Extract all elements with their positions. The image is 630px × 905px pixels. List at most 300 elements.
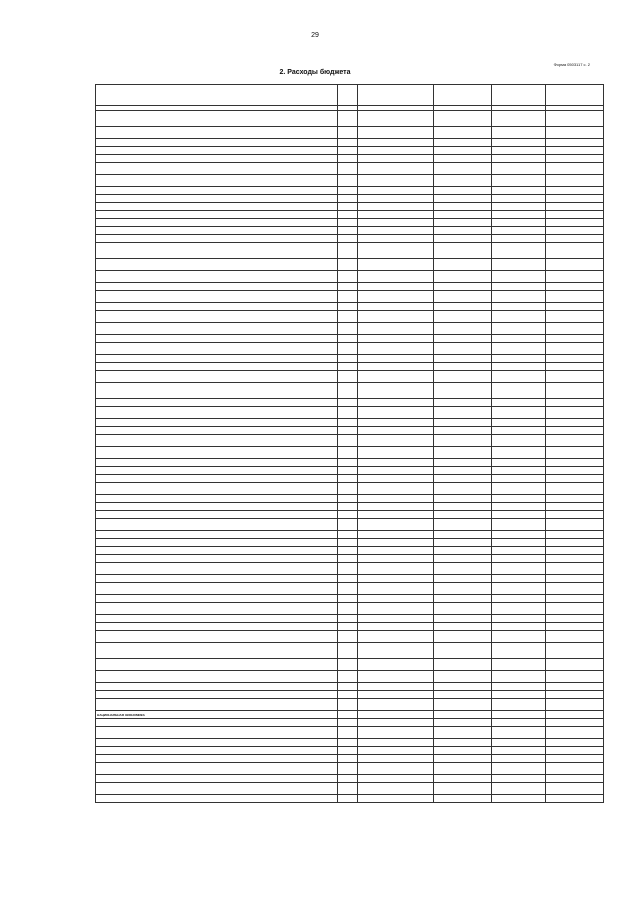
cell-line-code <box>338 235 358 243</box>
cell-line-code <box>338 355 358 363</box>
cell-unexecuted <box>546 643 604 659</box>
cell-classification-code <box>358 631 434 643</box>
cell-indicator-name <box>96 127 338 139</box>
cell-executed <box>492 595 546 603</box>
cell-executed <box>492 727 546 739</box>
cell-approved <box>434 243 492 259</box>
cell-executed <box>492 243 546 259</box>
cell-classification-code <box>358 371 434 383</box>
cell-classification-code <box>358 211 434 219</box>
table-row <box>96 187 604 195</box>
table-row <box>96 739 604 747</box>
cell-executed <box>492 259 546 271</box>
cell-classification-code <box>358 219 434 227</box>
cell-indicator-name <box>96 495 338 503</box>
cell-line-code <box>338 495 358 503</box>
cell-executed <box>492 739 546 747</box>
cell-indicator-name <box>96 435 338 447</box>
cell-indicator-name <box>96 311 338 323</box>
cell-line-code <box>338 503 358 511</box>
cell-executed <box>492 575 546 583</box>
table-row <box>96 483 604 495</box>
cell-executed <box>492 467 546 475</box>
cell-unexecuted <box>546 755 604 763</box>
cell-indicator-name <box>96 219 338 227</box>
table-row <box>96 467 604 475</box>
table-row <box>96 419 604 427</box>
cell-approved <box>434 775 492 783</box>
table-row <box>96 147 604 155</box>
cell-classification-code <box>358 775 434 783</box>
cell-approved <box>434 795 492 803</box>
cell-executed <box>492 343 546 355</box>
cell-indicator-name <box>96 291 338 303</box>
table-row <box>96 355 604 363</box>
cell-executed <box>492 563 546 575</box>
cell-line-code <box>338 747 358 755</box>
cell-unexecuted <box>546 111 604 127</box>
table-row <box>96 763 604 775</box>
cell-line-code <box>338 407 358 419</box>
cell-indicator-name <box>96 595 338 603</box>
cell-line-code <box>338 755 358 763</box>
cell-indicator-name <box>96 235 338 243</box>
cell-unexecuted <box>546 483 604 495</box>
cell-classification-code <box>358 643 434 659</box>
cell-line-code <box>338 659 358 671</box>
budget-expenditure-table <box>95 84 604 803</box>
cell-unexecuted <box>546 175 604 187</box>
cell-unexecuted <box>546 371 604 383</box>
table-row <box>96 155 604 163</box>
cell-executed <box>492 435 546 447</box>
cell-classification-code <box>358 419 434 427</box>
cell-classification-code <box>358 147 434 155</box>
table-row <box>96 539 604 547</box>
cell-approved <box>434 399 492 407</box>
cell-approved <box>434 323 492 335</box>
cell-unexecuted <box>546 407 604 419</box>
cell-classification-code <box>358 539 434 547</box>
cell-approved <box>434 583 492 595</box>
table-row <box>96 459 604 467</box>
cell-executed <box>492 539 546 547</box>
cell-indicator-name <box>96 519 338 531</box>
table-row <box>96 271 604 283</box>
cell-classification-code <box>358 259 434 271</box>
table-row <box>96 623 604 631</box>
cell-line-code <box>338 139 358 147</box>
cell-executed <box>492 195 546 203</box>
cell-line-code <box>338 291 358 303</box>
cell-line-code <box>338 595 358 603</box>
cell-approved <box>434 203 492 211</box>
cell-approved <box>434 531 492 539</box>
cell-unexecuted <box>546 235 604 243</box>
table-row <box>96 323 604 335</box>
cell-unexecuted <box>546 211 604 219</box>
cell-approved <box>434 139 492 147</box>
cell-line-code <box>338 691 358 699</box>
cell-approved <box>434 563 492 575</box>
cell-indicator-name <box>96 719 338 727</box>
cell-indicator-name <box>96 111 338 127</box>
cell-executed <box>492 187 546 195</box>
cell-line-code <box>338 475 358 483</box>
cell-unexecuted <box>546 747 604 755</box>
cell-executed <box>492 271 546 283</box>
cell-line-code <box>338 739 358 747</box>
cell-indicator-name <box>96 419 338 427</box>
cell-executed <box>492 355 546 363</box>
table-row <box>96 631 604 643</box>
cell-line-code <box>338 727 358 739</box>
cell-classification-code <box>358 495 434 503</box>
cell-executed <box>492 643 546 659</box>
table-row <box>96 127 604 139</box>
table-row <box>96 775 604 783</box>
table-row <box>96 219 604 227</box>
cell-indicator-name <box>96 335 338 343</box>
table-row <box>96 671 604 683</box>
cell-approved <box>434 519 492 531</box>
table-row <box>96 335 604 343</box>
cell-line-code <box>338 711 358 719</box>
page-number: 29 <box>311 32 319 39</box>
cell-approved <box>434 447 492 459</box>
cell-indicator-name <box>96 323 338 335</box>
cell-indicator-name <box>96 631 338 643</box>
cell-classification-code <box>358 595 434 603</box>
cell-indicator-name <box>96 539 338 547</box>
table-row <box>96 175 604 187</box>
cell-approved <box>434 371 492 383</box>
cell-approved <box>434 595 492 603</box>
table-row <box>96 719 604 727</box>
cell-approved <box>434 419 492 427</box>
cell-executed <box>492 503 546 511</box>
table-row <box>96 583 604 595</box>
cell-approved <box>434 475 492 483</box>
cell-line-code <box>338 631 358 643</box>
cell-classification-code <box>358 399 434 407</box>
cell-executed <box>492 671 546 683</box>
cell-line-code <box>338 763 358 775</box>
cell-unexecuted <box>546 243 604 259</box>
cell-classification-code <box>358 755 434 763</box>
cell-classification-code <box>358 383 434 399</box>
cell-classification-code <box>358 459 434 467</box>
table-row <box>96 311 604 323</box>
cell-unexecuted <box>546 399 604 407</box>
cell-approved <box>434 511 492 519</box>
cell-unexecuted <box>546 459 604 467</box>
cell-classification-code <box>358 699 434 711</box>
cell-executed <box>492 711 546 719</box>
cell-unexecuted <box>546 343 604 355</box>
cell-line-code <box>338 519 358 531</box>
cell-classification-code <box>358 187 434 195</box>
cell-executed <box>492 447 546 459</box>
cell-indicator-name <box>96 187 338 195</box>
cell-indicator-name <box>96 271 338 283</box>
table-row <box>96 795 604 803</box>
cell-executed <box>492 747 546 755</box>
cell-indicator-name <box>96 603 338 615</box>
cell-executed <box>492 795 546 803</box>
cell-line-code <box>338 555 358 563</box>
cell-approved <box>434 495 492 503</box>
table-row <box>96 435 604 447</box>
header-approved-assignments <box>434 85 492 106</box>
cell-line-code <box>338 671 358 683</box>
cell-classification-code <box>358 763 434 775</box>
cell-executed <box>492 783 546 795</box>
cell-executed <box>492 483 546 495</box>
cell-executed <box>492 495 546 503</box>
cell-line-code <box>338 195 358 203</box>
cell-executed <box>492 603 546 615</box>
table-row <box>96 371 604 383</box>
cell-unexecuted <box>546 555 604 563</box>
cell-executed <box>492 283 546 291</box>
cell-unexecuted <box>546 763 604 775</box>
cell-line-code <box>338 283 358 291</box>
cell-approved <box>434 211 492 219</box>
table-row <box>96 211 604 219</box>
cell-classification-code <box>358 427 434 435</box>
table-row <box>96 475 604 483</box>
cell-unexecuted <box>546 219 604 227</box>
cell-approved <box>434 219 492 227</box>
cell-classification-code <box>358 303 434 311</box>
cell-indicator-name <box>96 583 338 595</box>
cell-indicator-name <box>96 511 338 519</box>
cell-indicator-name <box>96 371 338 383</box>
cell-line-code <box>338 699 358 711</box>
cell-line-code <box>338 547 358 555</box>
cell-classification-code <box>358 139 434 147</box>
cell-indicator-name <box>96 163 338 175</box>
cell-approved <box>434 127 492 139</box>
table-row <box>96 139 604 147</box>
table-row <box>96 363 604 371</box>
cell-indicator-name <box>96 671 338 683</box>
cell-unexecuted <box>546 203 604 211</box>
table-row <box>96 503 604 511</box>
table-row <box>96 203 604 211</box>
cell-line-code <box>338 435 358 447</box>
cell-indicator-name <box>96 243 338 259</box>
cell-indicator-name <box>96 211 338 219</box>
cell-unexecuted <box>546 595 604 603</box>
cell-unexecuted <box>546 475 604 483</box>
cell-indicator-name <box>96 227 338 235</box>
cell-indicator-name: НАЦИОНАЛЬНАЯ ЭКОНОМИКА <box>96 711 338 719</box>
cell-classification-code <box>358 323 434 335</box>
cell-line-code <box>338 243 358 259</box>
cell-indicator-name <box>96 691 338 699</box>
cell-unexecuted <box>546 355 604 363</box>
cell-line-code <box>338 643 358 659</box>
cell-line-code <box>338 163 358 175</box>
cell-classification-code <box>358 355 434 363</box>
cell-line-code <box>338 531 358 539</box>
cell-executed <box>492 311 546 323</box>
table-row <box>96 195 604 203</box>
cell-unexecuted <box>546 563 604 575</box>
header-line-code <box>338 85 358 106</box>
cell-unexecuted <box>546 539 604 547</box>
cell-line-code <box>338 363 358 371</box>
table-row <box>96 555 604 563</box>
cell-unexecuted <box>546 519 604 531</box>
cell-classification-code <box>358 271 434 283</box>
cell-line-code <box>338 259 358 271</box>
cell-executed <box>492 155 546 163</box>
cell-line-code <box>338 111 358 127</box>
table-row <box>96 283 604 291</box>
cell-approved <box>434 363 492 371</box>
cell-unexecuted <box>546 155 604 163</box>
cell-unexecuted <box>546 671 604 683</box>
table-row <box>96 163 604 175</box>
cell-line-code <box>338 623 358 631</box>
cell-approved <box>434 555 492 563</box>
cell-executed <box>492 227 546 235</box>
cell-executed <box>492 363 546 371</box>
cell-approved <box>434 691 492 699</box>
cell-unexecuted <box>546 659 604 671</box>
header-unexecuted-assignments <box>546 85 604 106</box>
table-row <box>96 303 604 311</box>
cell-classification-code <box>358 175 434 187</box>
cell-classification-code <box>358 291 434 303</box>
cell-classification-code <box>358 575 434 583</box>
cell-classification-code <box>358 283 434 291</box>
cell-indicator-name <box>96 563 338 575</box>
cell-approved <box>434 739 492 747</box>
cell-executed <box>492 659 546 671</box>
cell-approved <box>434 631 492 643</box>
cell-approved <box>434 547 492 555</box>
cell-unexecuted <box>546 419 604 427</box>
table-row <box>96 531 604 539</box>
cell-indicator-name <box>96 147 338 155</box>
cell-classification-code <box>358 531 434 539</box>
cell-unexecuted <box>546 435 604 447</box>
cell-approved <box>434 727 492 739</box>
cell-executed <box>492 203 546 211</box>
cell-line-code <box>338 563 358 575</box>
cell-unexecuted <box>546 547 604 555</box>
cell-approved <box>434 291 492 303</box>
cell-classification-code <box>358 363 434 371</box>
cell-unexecuted <box>546 691 604 699</box>
cell-unexecuted <box>546 719 604 727</box>
cell-unexecuted <box>546 467 604 475</box>
cell-unexecuted <box>546 311 604 323</box>
cell-executed <box>492 371 546 383</box>
cell-classification-code <box>358 691 434 699</box>
cell-indicator-name <box>96 727 338 739</box>
cell-executed <box>492 623 546 631</box>
table-row <box>96 747 604 755</box>
cell-unexecuted <box>546 531 604 539</box>
cell-approved <box>434 763 492 775</box>
cell-unexecuted <box>546 575 604 583</box>
cell-indicator-name <box>96 763 338 775</box>
cell-indicator-name <box>96 459 338 467</box>
cell-indicator-name <box>96 427 338 435</box>
cell-classification-code <box>358 447 434 459</box>
cell-executed <box>492 459 546 467</box>
cell-approved <box>434 259 492 271</box>
cell-executed <box>492 127 546 139</box>
cell-unexecuted <box>546 195 604 203</box>
cell-approved <box>434 747 492 755</box>
cell-indicator-name <box>96 755 338 763</box>
cell-executed <box>492 755 546 763</box>
cell-approved <box>434 335 492 343</box>
cell-unexecuted <box>546 427 604 435</box>
table-row <box>96 603 604 615</box>
table-row <box>96 495 604 503</box>
cell-classification-code <box>358 795 434 803</box>
cell-approved <box>434 355 492 363</box>
cell-approved <box>434 659 492 671</box>
cell-line-code <box>338 583 358 595</box>
cell-indicator-name <box>96 739 338 747</box>
cell-indicator-name <box>96 383 338 399</box>
table-row <box>96 691 604 699</box>
cell-line-code <box>338 511 358 519</box>
cell-line-code <box>338 719 358 727</box>
table-row <box>96 243 604 259</box>
cell-executed <box>492 175 546 187</box>
cell-executed <box>492 147 546 155</box>
table-row <box>96 659 604 671</box>
cell-executed <box>492 511 546 519</box>
cell-line-code <box>338 419 358 427</box>
cell-executed <box>492 383 546 399</box>
cell-classification-code <box>358 195 434 203</box>
cell-executed <box>492 519 546 531</box>
cell-executed <box>492 531 546 539</box>
form-reference: Форма 0503117 с. 2 <box>553 62 590 67</box>
cell-unexecuted <box>546 383 604 399</box>
table-row <box>96 699 604 711</box>
cell-classification-code <box>358 155 434 163</box>
table-body <box>96 111 604 803</box>
cell-approved <box>434 187 492 195</box>
table-row <box>96 595 604 603</box>
cell-executed <box>492 427 546 435</box>
cell-executed <box>492 407 546 419</box>
cell-approved <box>434 283 492 291</box>
cell-unexecuted <box>546 147 604 155</box>
cell-executed <box>492 163 546 175</box>
cell-classification-code <box>358 615 434 623</box>
cell-unexecuted <box>546 227 604 235</box>
cell-approved <box>434 539 492 547</box>
cell-line-code <box>338 447 358 459</box>
cell-unexecuted <box>546 711 604 719</box>
cell-approved <box>434 163 492 175</box>
cell-executed <box>492 719 546 727</box>
cell-indicator-name <box>96 683 338 691</box>
cell-executed <box>492 691 546 699</box>
